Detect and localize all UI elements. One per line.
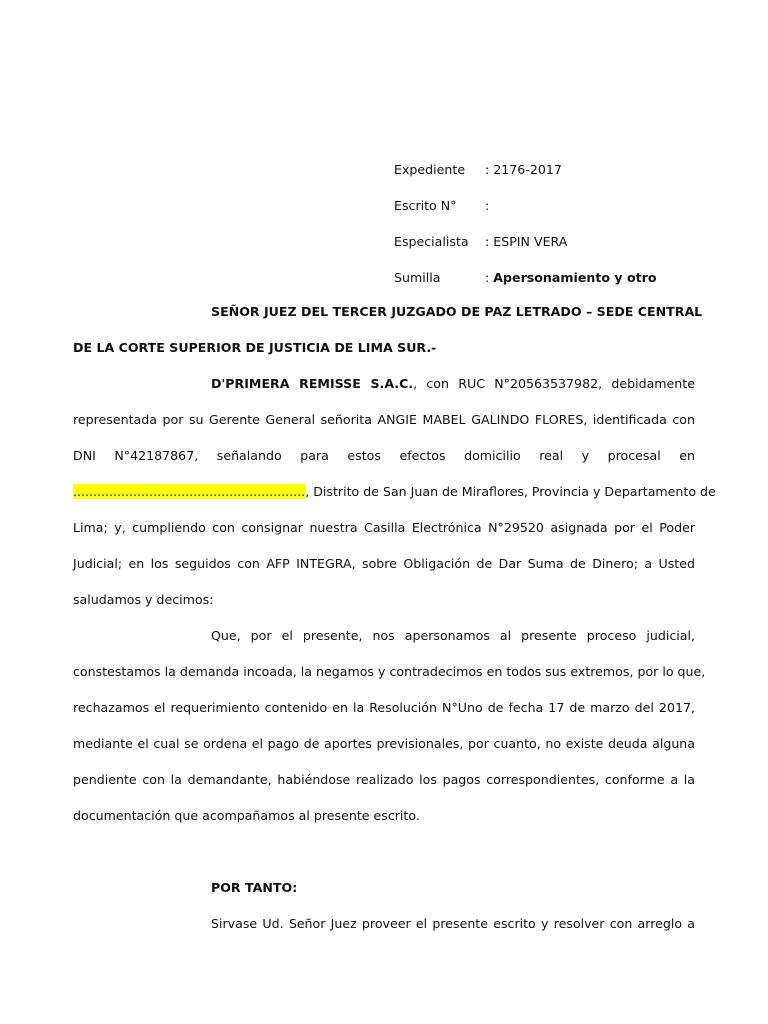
intro-text: saludamos y decimos: xyxy=(73,592,214,607)
header-value: ESPIN VERA xyxy=(493,234,568,249)
intro-text: DNI N°42187867, señalando para estos efectos domicilio real y procesal en xyxy=(73,448,695,463)
intro-text: Lima; y, cumpliendo con consignar nuestra Casilla Electrónica N°29520 asignada por el Poder xyxy=(73,520,695,535)
intro-text: representada por su Gerente General señorita ANGIE MABEL GALINDO FLORES, identificada con xyxy=(73,412,695,427)
intro-text: , con RUC N°20563537982, debidamente xyxy=(413,376,695,391)
intro-line xyxy=(73,409,695,445)
paragraph-gap xyxy=(73,841,695,877)
header-label: Especialista xyxy=(394,234,469,249)
document-body xyxy=(73,301,716,949)
header-value: Apersonamiento y otro xyxy=(493,270,657,285)
closing-heading-text: POR TANTO: xyxy=(211,880,298,895)
main-line xyxy=(73,805,695,841)
intro-line xyxy=(73,517,695,553)
intro-line xyxy=(73,481,716,517)
court-address-text: DE LA CORTE SUPERIOR DE JUSTICIA DE LIMA SUR.- xyxy=(73,340,437,355)
case-header xyxy=(394,160,714,304)
closing-text: Sirvase Ud. Señor Juez proveer el presente escrito y resolver con arreglo a xyxy=(211,916,695,931)
header-row-especialista xyxy=(394,232,714,268)
court-address-line-1 xyxy=(73,301,703,337)
intro-line xyxy=(73,445,695,481)
header-row-sumilla xyxy=(394,268,714,304)
header-colon: : xyxy=(485,198,490,213)
court-address-text: SEÑOR JUEZ DEL TERCER JUZGADO DE PAZ LETRADO – SEDE CENTRAL xyxy=(211,304,703,319)
main-text: documentación que acompañamos al presente escrito. xyxy=(73,808,420,823)
header-label: Sumilla xyxy=(394,270,441,285)
court-address-line-2 xyxy=(73,337,695,373)
intro-text: Judicial; en los seguidos con AFP INTEGRA, sobre Obligación de Dar Suma de Dinero; a Usted xyxy=(73,556,695,571)
header-label: Expediente xyxy=(394,162,466,177)
header-colon: : xyxy=(485,270,490,285)
header-label: Escrito N° xyxy=(394,198,457,213)
intro-line xyxy=(73,589,695,625)
address-blank-highlight: .......................................................... xyxy=(73,484,306,499)
header-row-escrito xyxy=(394,196,714,232)
closing-line xyxy=(73,913,695,949)
header-value: 2176-2017 xyxy=(493,162,562,177)
header-row-expediente xyxy=(394,160,714,196)
main-line xyxy=(73,697,695,733)
main-line xyxy=(73,733,695,769)
intro-text: , Distrito de San Juan de Miraflores, Provincia y Departamento de xyxy=(305,484,716,499)
company-name: D'PRIMERA REMISSE S.A.C. xyxy=(211,376,414,391)
main-text: mediante el cual se ordena el pago de aportes previsionales, por cuanto, no existe deuda alguna xyxy=(73,736,695,751)
intro-line xyxy=(73,373,695,409)
main-text: rechazamos el requerimiento contenido en la Resolución N°Uno de fecha 17 de marzo del 2017, xyxy=(73,700,695,715)
intro-line xyxy=(73,553,695,589)
header-colon: : xyxy=(485,234,490,249)
main-text: Que, por el presente, nos apersonamos al presente proceso judicial, xyxy=(211,628,695,643)
closing-heading xyxy=(73,877,695,913)
main-line xyxy=(73,769,695,805)
main-text: constestamos la demanda incoada, la negamos y contradecimos en todos sus extremos, por lo que, xyxy=(73,664,706,679)
header-colon: : xyxy=(485,162,490,177)
main-text: pendiente con la demandante, habiéndose realizado los pagos correspondientes, conforme a la xyxy=(73,772,695,787)
main-line xyxy=(73,625,695,661)
main-line xyxy=(73,661,706,697)
